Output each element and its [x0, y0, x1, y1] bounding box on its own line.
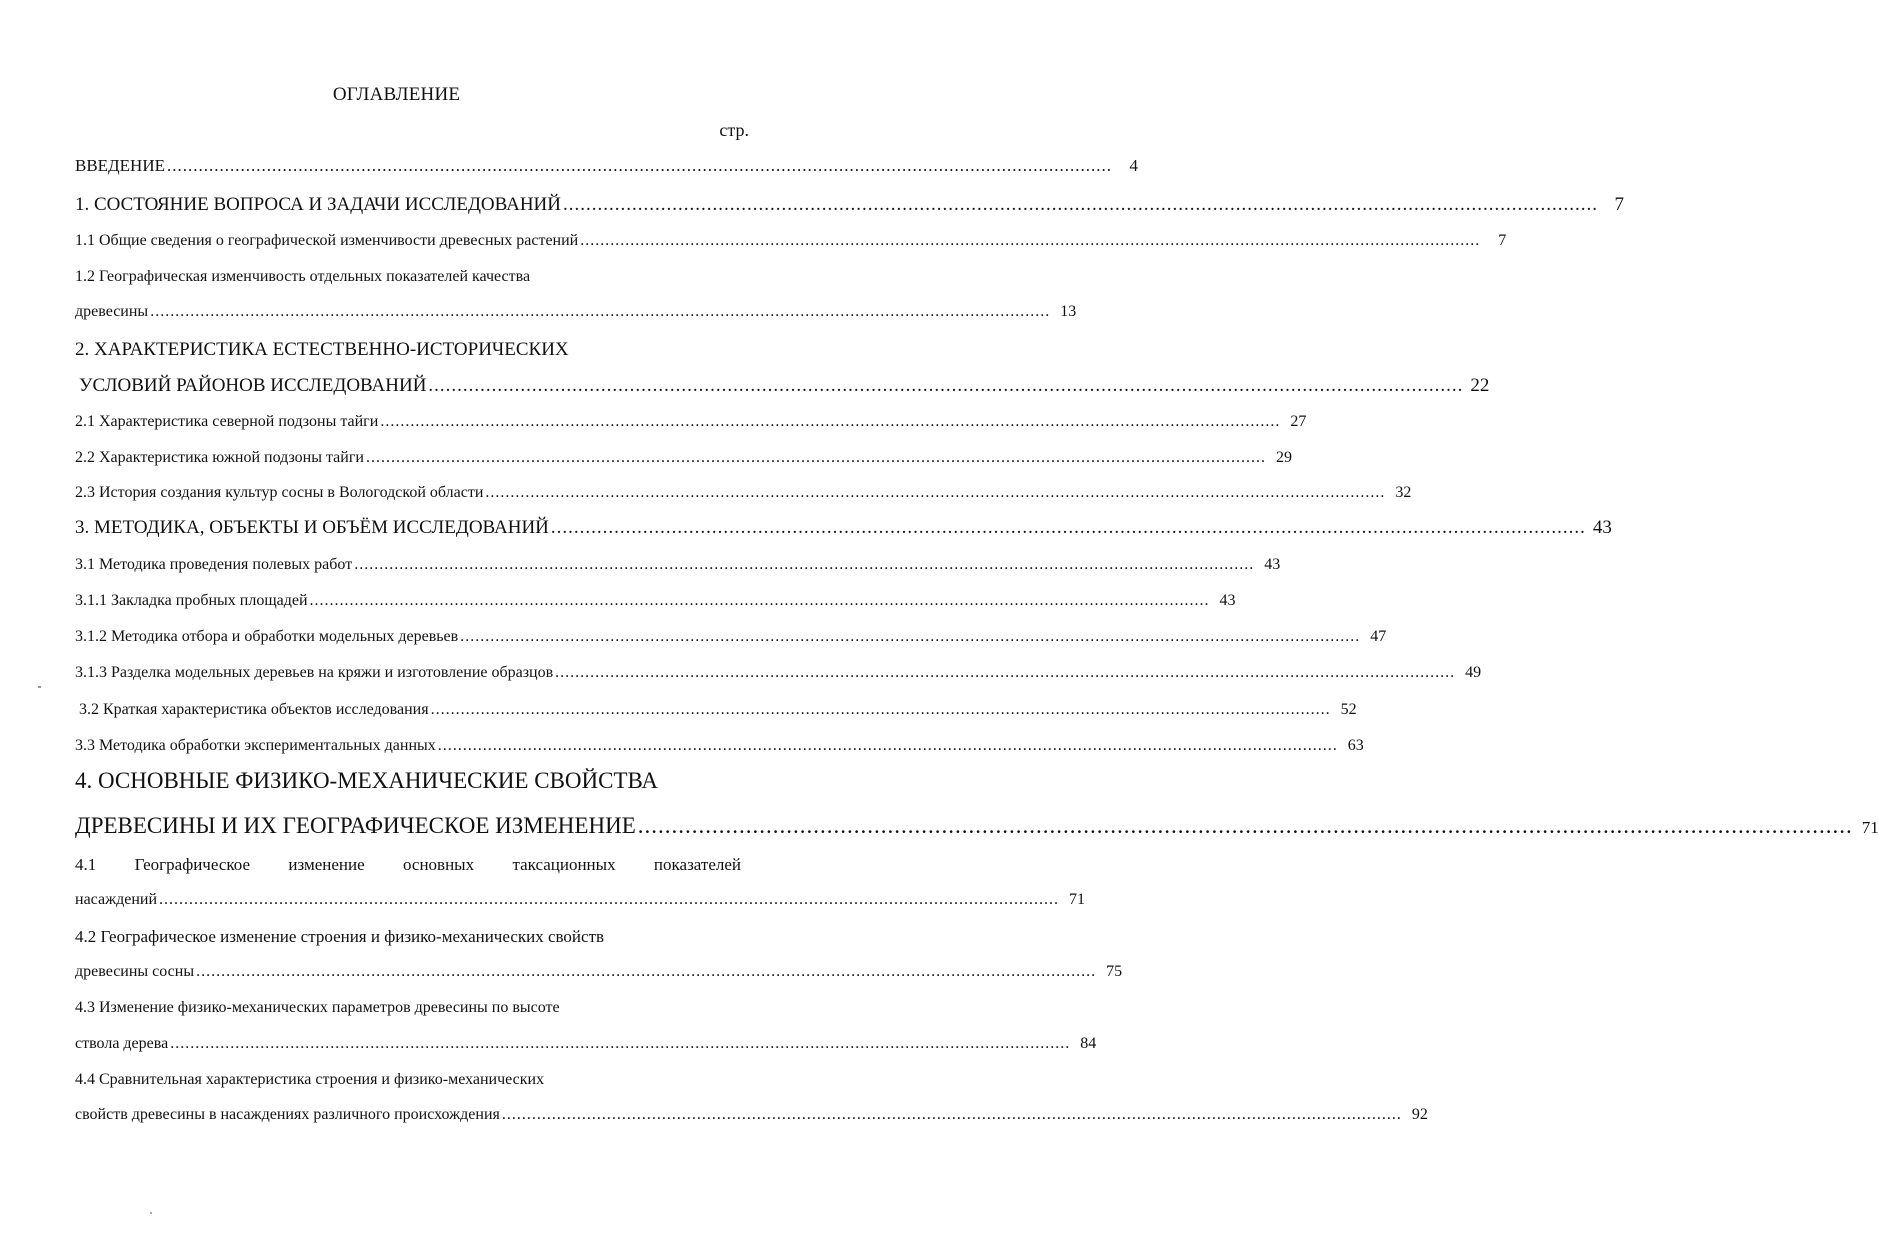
- toc-entry-chapter-2-line1: 2. ХАРАКТЕРИСТИКА ЕСТЕСТВЕННО-ИСТОРИЧЕСКИХ: [75, 339, 569, 360]
- toc-entry-chapter-1[interactable]: [75, 194, 1625, 216]
- toc-entry-section-3-1-3[interactable]: [75, 664, 1482, 682]
- toc-entry-section-3-2[interactable]: [79, 701, 1357, 719]
- toc-entry-section-3-1-2[interactable]: [75, 628, 1387, 646]
- toc-entry-text: 3. МЕТОДИКА, ОБЪЕКТЫ И ОБЪЁМ ИССЛЕДОВАНИЙ: [75, 517, 549, 538]
- toc-leader-dots: ....................................................................................................................................................................................: [150, 303, 1051, 320]
- toc-entry-section-3-1-1[interactable]: [75, 592, 1236, 610]
- toc-entry-page: 75: [1106, 963, 1123, 980]
- toc-leader-dots: ....................................................................................................................................................................................: [485, 484, 1386, 501]
- toc-entry-section-1-2-line1: 1.2 Географическая изменчивость отдельных показателей качества: [75, 268, 531, 285]
- toc-leader-dots: ....................................................................................................................................................................................: [159, 891, 1060, 908]
- toc-entry-chapter-4-line1: 4. ОСНОВНЫЕ ФИЗИКО-МЕХАНИЧЕСКИЕ СВОЙСТВА: [75, 768, 659, 793]
- toc-entry-page: 63: [1347, 737, 1364, 754]
- toc-entry-text: древесины: [75, 303, 149, 320]
- toc-entry-text: 3.1.1 Закладка пробных площадей: [75, 592, 308, 609]
- toc-entry-section-4-4-line1: 4.4 Сравнительная характеристика строения и физико-механических: [75, 1071, 545, 1088]
- toc-entry-section-4-1-line1: 4.1 Географическое изменение основных таксационных показателей: [75, 855, 741, 874]
- toc-entry-section-4-3[interactable]: [75, 1035, 1097, 1053]
- toc-entry-page: 52: [1340, 701, 1357, 718]
- toc-leader-dots: ....................................................................................................................................................................................: [550, 517, 1586, 538]
- toc-entry-text: насаждений: [75, 891, 158, 908]
- toc-entry-text: 1. СОСТОЯНИЕ ВОПРОСА И ЗАДАЧИ ИССЛЕДОВАНИЙ: [75, 194, 562, 215]
- toc-entry-page: 4: [1129, 156, 1138, 175]
- toc-leader-dots: ....................................................................................................................................................................................: [354, 556, 1255, 573]
- toc-entry-page: 71: [1861, 818, 1879, 837]
- toc-entry-text: ствола дерева: [75, 1035, 169, 1052]
- toc-leader-dots: ....................................................................................................................................................................................: [460, 628, 1361, 645]
- toc-leader-dots: ....................................................................................................................................................................................: [437, 737, 1338, 754]
- toc-entry-text: 1.1 Общие сведения о географической изменчивости древесных растений: [75, 232, 579, 249]
- toc-entry-page: 7: [1614, 194, 1625, 215]
- toc-entry-page: 49: [1465, 664, 1482, 681]
- toc-leader-dots: ....................................................................................................................................................................................: [196, 963, 1097, 980]
- scan-speck: [150, 1212, 152, 1214]
- toc-leader-dots: ....................................................................................................................................................................................: [170, 1035, 1071, 1052]
- toc-leader-dots: ....................................................................................................................................................................................: [501, 1106, 1402, 1123]
- toc-entry-section-4-3-line1: 4.3 Изменение физико-механических параметров древесины по высоте: [75, 999, 560, 1016]
- toc-entry-section-3-3[interactable]: [75, 737, 1364, 755]
- toc-leader-dots: ....................................................................................................................................................................................: [166, 156, 1112, 175]
- toc-entry-chapter-3[interactable]: [75, 517, 1612, 539]
- toc-entry-text: 3.1.3 Разделка модельных деревьев на кряжи и изготовление образцов: [75, 664, 554, 681]
- toc-entry-page: 84: [1080, 1035, 1097, 1052]
- toc-entry-text: 3.3 Методика обработки экспериментальных данных: [75, 737, 436, 754]
- page-column-label: стр.: [719, 120, 749, 140]
- toc-entry-text: свойств древесины в насаждениях различного происхождения: [75, 1106, 500, 1123]
- toc-entry-text: 3.1 Методика проведения полевых работ: [75, 556, 353, 573]
- toc-entry-text: 2.1 Характеристика северной подзоны тайги: [75, 413, 379, 430]
- toc-leader-dots: ....................................................................................................................................................................................: [430, 701, 1331, 718]
- toc-leader-dots: ....................................................................................................................................................................................: [563, 194, 1599, 215]
- toc-entry-intro[interactable]: [75, 156, 1138, 176]
- toc-entry-text: 2.2 Характеристика южной подзоны тайги: [75, 449, 364, 466]
- toc-entry-chapter-2[interactable]: [79, 375, 1490, 397]
- toc-leader-dots: ....................................................................................................................................................................................: [555, 664, 1456, 681]
- toc-entry-section-2-1[interactable]: [75, 413, 1307, 431]
- toc-entry-page: 22: [1470, 375, 1490, 396]
- toc-entry-page: 13: [1060, 303, 1077, 320]
- toc-entry-page: 92: [1411, 1106, 1428, 1123]
- toc-entry-text: древесины сосны: [75, 963, 195, 980]
- toc-entry-section-2-3[interactable]: [75, 484, 1412, 502]
- toc-entry-text: ВВЕДЕНИЕ: [75, 156, 165, 175]
- toc-leader-dots: ....................................................................................................................................................................................: [380, 413, 1281, 430]
- toc-entry-text: 2.3 История создания культур сосны в Вологодской области: [75, 484, 484, 501]
- page-title: ОГЛАВЛЕНИЕ: [332, 84, 461, 105]
- toc-entry-text: ДРЕВЕСИНЫ И ИХ ГЕОГРАФИЧЕСКОЕ ИЗМЕНЕНИЕ: [75, 813, 636, 838]
- toc-entry-section-1-1[interactable]: [75, 232, 1507, 250]
- toc-entry-section-1-2[interactable]: [75, 303, 1077, 321]
- toc-leader-dots: ....................................................................................................................................................................................: [428, 375, 1464, 396]
- toc-entry-text: 3.2 Краткая характеристика объектов исследования: [79, 701, 429, 718]
- toc-entry-section-2-2[interactable]: [75, 449, 1292, 467]
- toc-entry-page: 43: [1264, 556, 1281, 573]
- toc-entry-page: 47: [1370, 628, 1387, 645]
- toc-entry-section-4-2[interactable]: [75, 963, 1123, 981]
- toc-entry-section-4-4[interactable]: [75, 1106, 1428, 1124]
- toc-entry-page: 43: [1592, 517, 1612, 538]
- toc-entry-page: 32: [1395, 484, 1412, 501]
- toc-entry-page: 29: [1275, 449, 1292, 466]
- toc-leader-dots: ....................................................................................................................................................................................: [580, 232, 1481, 249]
- toc-entry-text: 3.1.2 Методика отбора и обработки модельных деревьев: [75, 628, 459, 645]
- toc-leader-dots: ....................................................................................................................................................................................: [309, 592, 1210, 609]
- toc-entry-page: 71: [1069, 891, 1086, 908]
- toc-entry-page: 27: [1290, 413, 1307, 430]
- toc-entry-section-4-1[interactable]: [75, 891, 1086, 909]
- scan-speck: [38, 686, 41, 688]
- toc-entry-page: 7: [1498, 232, 1507, 249]
- toc-leader-dots: ....................................................................................................................................................................................: [365, 449, 1266, 466]
- toc-entry-section-4-2-line1: 4.2 Географическое изменение строения и физико-механических свойств: [75, 927, 605, 946]
- toc-entry-chapter-4[interactable]: [75, 813, 1879, 839]
- toc-entry-page: 43: [1219, 592, 1236, 609]
- toc-entry-section-3-1[interactable]: [75, 556, 1281, 574]
- toc-leader-dots: ....................................................................................................................................................................................: [637, 813, 1853, 838]
- toc-entry-text: УСЛОВИЙ РАЙОНОВ ИССЛЕДОВАНИЙ: [79, 375, 427, 396]
